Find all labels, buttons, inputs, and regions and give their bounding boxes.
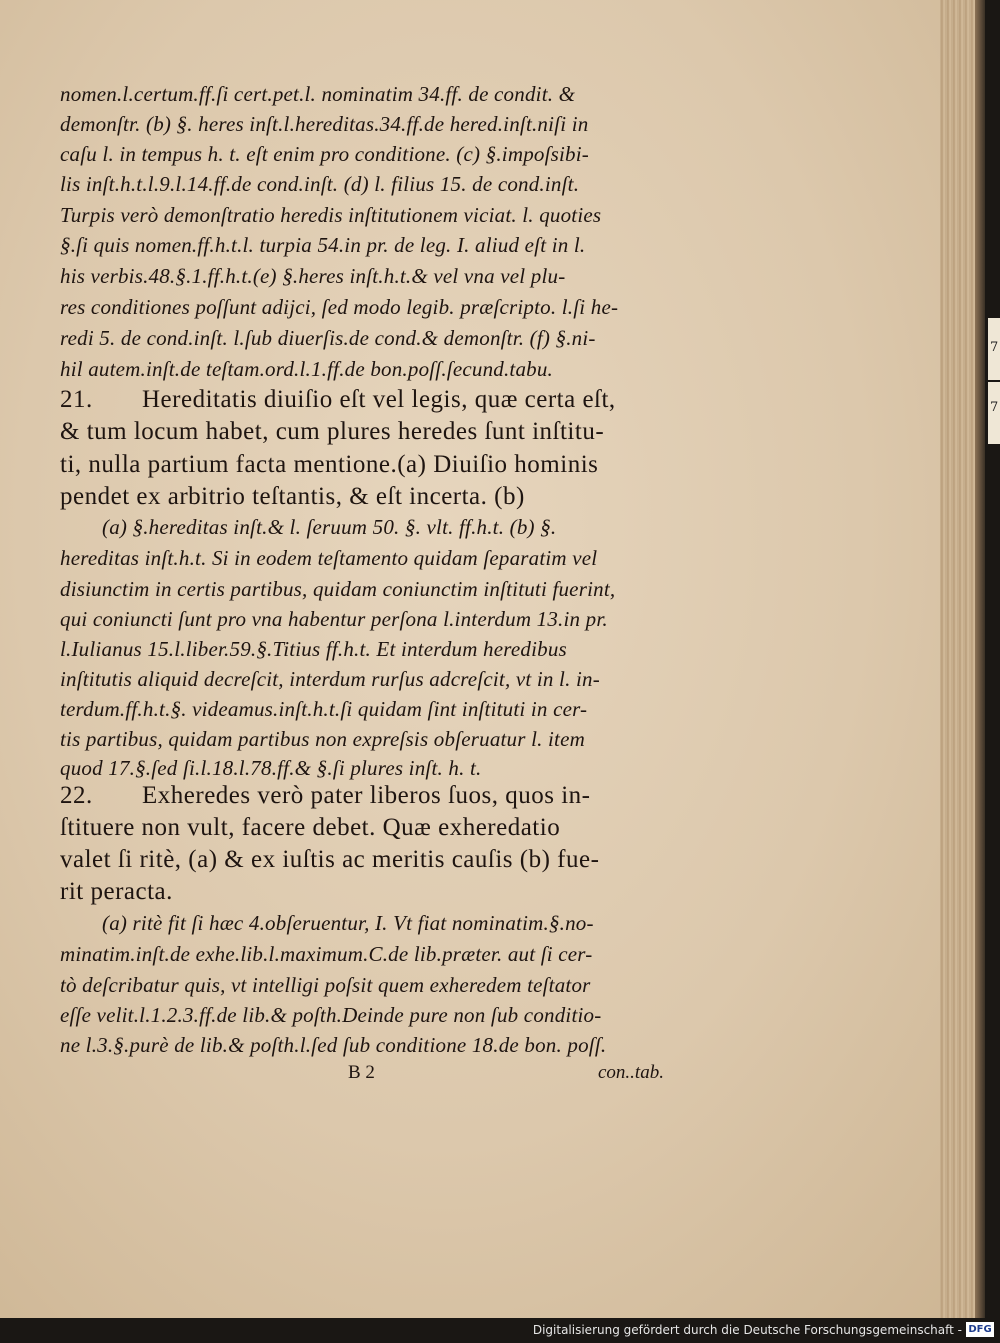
footnote-line: (a) §.hereditas inſt.& l. ſeruum 50. §. vlt. ff.h.t. (b) §. <box>102 515 557 539</box>
paragraph-line <box>60 386 616 414</box>
paragraph-line: valet ſi ritè, (a) & ex iuſtis ac meritis cauſis (b) fue- <box>60 846 600 873</box>
paragraph-line: pendet ex arbitrio teſtantis, & eſt incerta. (b) <box>60 483 525 510</box>
paragraph-line: ſtituere non vult, facere debet. Quæ exheredatio <box>60 814 561 841</box>
paragraph-line: rit peracta. <box>60 878 173 905</box>
footnote-line: his verbis.48.§.1.ff.h.t.(e) §.heres inſt.h.t.& vel vna vel plu- <box>60 264 566 288</box>
footnote-line: ne l.3.§.purè de lib.& poſth.l.ſed ſub conditione 18.de bon. poſſ. <box>60 1033 607 1057</box>
section-number: 22. <box>60 782 93 809</box>
footnote-line: disiunctim in certis partibus, quidam coniunctim inſtituti fuerint, <box>60 577 616 601</box>
margin-tab-label: 7 <box>990 400 999 415</box>
page-edge-shadow <box>975 0 985 1318</box>
signature-mark: B 2 <box>348 1062 375 1083</box>
footnote-line: nomen.l.certum.ff.ſi cert.pet.l. nominatim 34.ff. de condit. & <box>60 82 576 106</box>
paragraph-line: ti, nulla partium facta mentione.(a) Diuiſio hominis <box>60 451 599 478</box>
footnote-line: tò deſcribatur quis, vt intelligi poſsit quem exheredem teſtator <box>60 973 591 997</box>
footnote-line: §.ſi quis nomen.ff.h.t.l. turpia 54.in pr. de leg. I. aliud eſt in l. <box>60 233 586 257</box>
footnote-line: l.Iulianus 15.l.liber.59.§.Titius ff.h.t. Et interdum heredibus <box>60 637 567 661</box>
margin-tab-label: 7 <box>990 340 999 355</box>
footnote-line: caſu l. in tempus h. t. eſt enim pro conditione. (c) §.impoſsibi- <box>60 142 589 166</box>
footnote-line: terdum.ff.h.t.§. videamus.inſt.h.t.ſi quidam ſint inſtituti in cer- <box>60 697 588 721</box>
footer-bar <box>0 1318 1000 1343</box>
section-text: Exheredes verò pater liberos ſuos, quos in- <box>142 782 591 809</box>
section-text: Hereditatis diuiſio eſt vel legis, quæ certa eſt, <box>142 386 616 413</box>
footnote-line: Turpis verò demonſtratio heredis inſtitutionem viciat. l. quoties <box>60 203 602 227</box>
footnote-line: quod 17.§.ſed ſi.l.18.l.78.ff.& §.ſi plures inſt. h. t. <box>60 756 482 780</box>
footnote-line: hil autem.inſt.de teſtam.ord.l.1.ff.de bon.poſſ.ſecund.tabu. <box>60 357 554 381</box>
footnote-line: res conditiones poſſunt adijci, ſed modo legib. præſcripto. l.ſi he- <box>60 295 619 319</box>
footnote-line: tis partibus, quidam partibus non expreſsis obſeruatur l. item <box>60 727 585 751</box>
paragraph-line: & tum locum habet, cum plures heredes ſunt inſtitu- <box>60 418 605 445</box>
footnote-line: eſſe velit.l.1.2.3.ff.de lib.& poſth.Deinde pure non ſub conditio- <box>60 1003 602 1027</box>
footnote-line: inſtitutis aliquid decreſcit, interdum rurſus adcreſcit, vt in l. in- <box>60 667 600 691</box>
footnote-line: minatim.inſt.de exhe.lib.l.maximum.C.de lib.præter. aut ſi cer- <box>60 942 593 966</box>
footnote-line: (a) ritè fit ſi hæc 4.obſeruentur, I. Vt fiat nominatim.§.no- <box>102 911 594 935</box>
footer-credit: Digitalisierung gefördert durch die Deutsche Forschungsgemeinschaft - <box>532 1323 962 1337</box>
footnote-line: lis inſt.h.t.l.9.l.14.ff.de cond.inſt. (d) l. filius 15. de cond.inſt. <box>60 172 580 196</box>
dfg-logo: DFG <box>966 1322 994 1337</box>
paragraph-line <box>60 782 590 810</box>
footnote-line: hereditas inſt.h.t. Si in eodem teſtamento quidam ſeparatim vel <box>60 546 598 570</box>
catchword: con..tab. <box>598 1062 664 1083</box>
footnote-line: redi 5. de cond.inſt. l.ſub diuerſis.de cond.& demonſtr. (f) §.ni- <box>60 326 596 350</box>
footnote-line: qui coniuncti ſunt pro vna habentur perſona l.interdum 13.in pr. <box>60 607 608 631</box>
section-number: 21. <box>60 386 93 413</box>
footnote-line: demonſtr. (b) §. heres inſt.l.hereditas.34.ff.de hered.inſt.niſi in <box>60 112 589 136</box>
